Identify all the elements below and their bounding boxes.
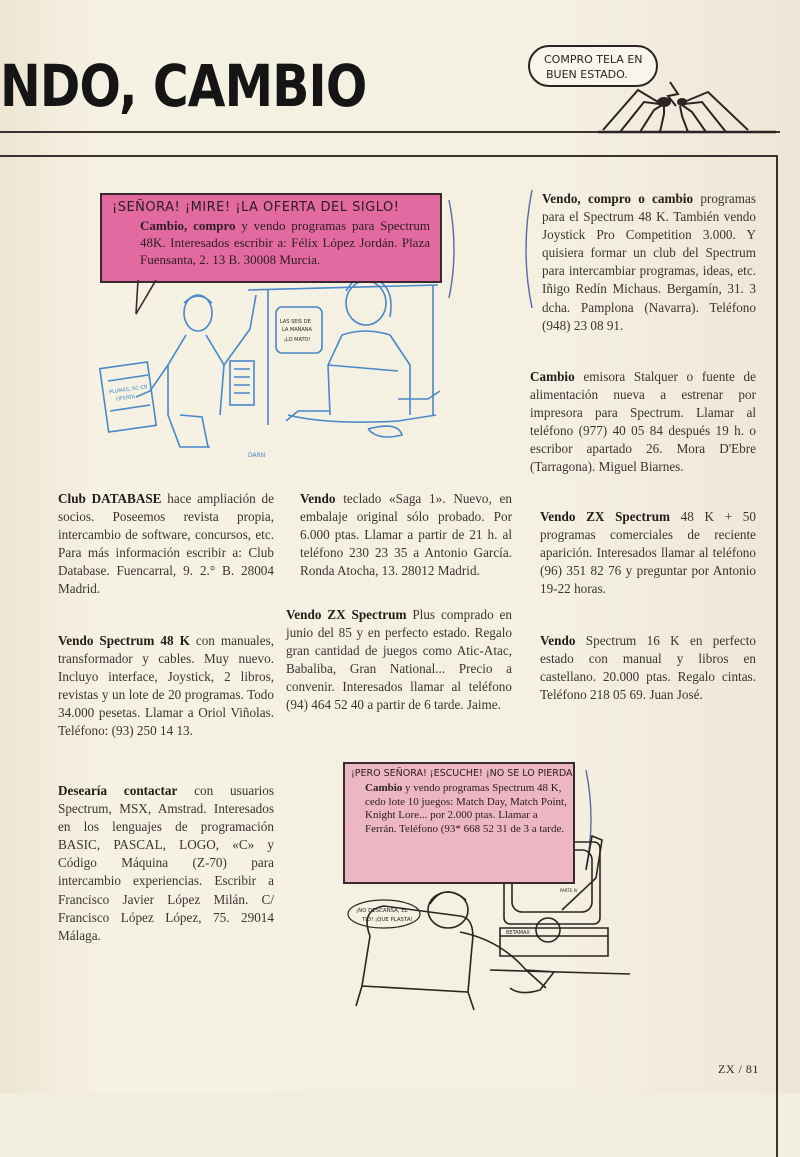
cartoon1-ad [112, 217, 430, 268]
ad-text: Spectrum 16 K en perfecto estado con manual y libros en castellano. 20.000 ptas. Regalo cintas. Teléfono 218 05 69. Juan José. [540, 633, 756, 703]
cartoon1-speech-box [100, 193, 442, 283]
sign-line: LAS SEIS DE [280, 319, 311, 325]
sign-line: ¡LO MATO! [284, 337, 311, 343]
classified-ad [540, 508, 756, 598]
woman-speech-line: ¡NO DESCANSA, EL [356, 908, 408, 914]
classified-ad [542, 190, 756, 335]
ad-lead: Cambio [530, 369, 575, 384]
spider-illustration [598, 80, 778, 140]
column-bracket [518, 190, 538, 310]
cartoon1-exclaim: ¡SEÑORA! ¡MIRE! ¡LA OFERTA DEL SIGLO! [112, 200, 400, 215]
speech-line: COMPRO TELA EN [544, 53, 643, 66]
ad-text: con manuales, transformador y cables. Muy nuevo. Incluyo interface, Joystick, 2 libros, revistas y un lote de 20 programas. Todo 34.000 pesetas. Llamar a Oriol Viñolas. Teléfono: (93) 250 14 13. [58, 633, 275, 739]
ad-lead: Club DATABASE [58, 491, 162, 506]
ad-text: y vendo programas para Spectrum 48K. Interesados escribir a: Félix López Jordán. Plaza Fuensanta, 2. 13 B. 30008 Murcia. [140, 218, 430, 267]
ad-text: programas para el Spectrum 48 K. También vendo Joystick Pro Competition 3.000. Y quisiera formar un club del Spectrum para intercambiar programas, ideas, etc. Iñigo Redín Michaus. Bergamín, 31. 3 dcha. Pamplona (Navarra). Teléfono (948) 23 08 91. [542, 191, 756, 333]
ad-lead: Vendo [300, 491, 336, 506]
bag-label: OFERTA [115, 394, 136, 403]
woman-speech-line: TIO! ¡QUE PLASTA! [362, 917, 413, 923]
tv-subtitle: PARTE IV [560, 888, 578, 893]
speech-line: BUEN ESTADO. [546, 68, 628, 81]
ad-text: Plus comprado en junio del 85 y en perfecto estado. Regalo gran cantidad de juegos como Atic-Atac, Babaliba, Gran National... Precio a convenir. Interesados llamar al teléfono (94) 464 52 40 a partir de 6 tarde. Jaime. [286, 607, 512, 713]
ad-text: 48 K + 50 programas comerciales de reciente aparición. Interesados llamar al teléfono (96) 351 82 76 y preguntar por Antonio 19-22 horas. [540, 509, 756, 597]
classified-ad [540, 632, 756, 704]
classified-ad [300, 490, 512, 580]
column-bracket [445, 200, 465, 300]
cartoon2-exclaim: ¡PERO SEÑORA! ¡ESCUCHE! ¡NO SE LO PIERDA! [351, 768, 577, 779]
bubble-tail [130, 280, 160, 320]
classified-ad [286, 606, 512, 715]
artist-signature: DARN [248, 452, 266, 459]
tv-brand: BETAMAX [506, 930, 530, 936]
ad-lead: Cambio, compro [140, 218, 236, 233]
ad-text: emisora Stalquer o fuente de alimentación nueva a estrenar por impresora para Spectrum. Llamar al teléfono (977) 40 05 84 después 19 h. o escribor apartado 26. Mora D'Ebre (Tarragona). Miguel Biarnes. [530, 369, 756, 475]
ad-text: teclado «Saga 1». Nuevo, en embalaje original sólo probado. Por 6.000 ptas. Llamar a partir de 21 h. al teléfono 230 23 35 a Antonio García. Ronda Atocha, 13. 28012 Madrid. [300, 491, 512, 579]
bag-label: PLUMAS, RC-CB [108, 384, 148, 396]
ad-lead: Vendo, compro o cambio [542, 191, 694, 206]
ad-lead: Vendo ZX Spectrum [540, 509, 671, 524]
ad-lead: Vendo Spectrum 48 K [58, 633, 190, 648]
ad-text: y vendo programas Spectrum 48 K, cedo lote 10 juegos: Match Day, Match Point, Knight Lore... por 2.000 ptas. Llamar a Ferrán. Teléfono (93* 668 52 31 de 3 a tarde. [365, 782, 567, 835]
ad-lead: Vendo ZX Spectrum [286, 607, 407, 622]
ad-lead: Desearía contactar [58, 783, 178, 798]
sign-line: LA MAÑANA [282, 327, 312, 333]
classified-ad [530, 368, 756, 477]
cartoon2-speech-box [343, 762, 575, 884]
cartoon2-ad [351, 782, 567, 836]
ad-text: con usuarios Spectrum, MSX, Amstrad. Interesados en los lenguajes de programación BASIC, PASCAL, LOGO, «C» y Código Máquina (Z-70) para intercambio experiencias. Escribir a Francisco Javier López Milán. C/ Francisco López López, 75. 29014 Málaga. [58, 783, 274, 943]
classified-ad [58, 782, 274, 945]
section-headline: NDO, CAMBIO [0, 52, 367, 120]
ad-lead: Cambio [365, 782, 403, 795]
ad-text: hace ampliación de socios. Poseemos revista propia, intercambio de software, concursos, etc. Para más información escribir a: Club Database. Fuencarral, 9. 2.° B. 28004 Madrid. [58, 491, 274, 597]
page-folio: ZX / 81 [718, 1062, 759, 1076]
classified-ad [58, 632, 274, 741]
classified-ad [58, 490, 274, 599]
ad-lead: Vendo [540, 633, 576, 648]
